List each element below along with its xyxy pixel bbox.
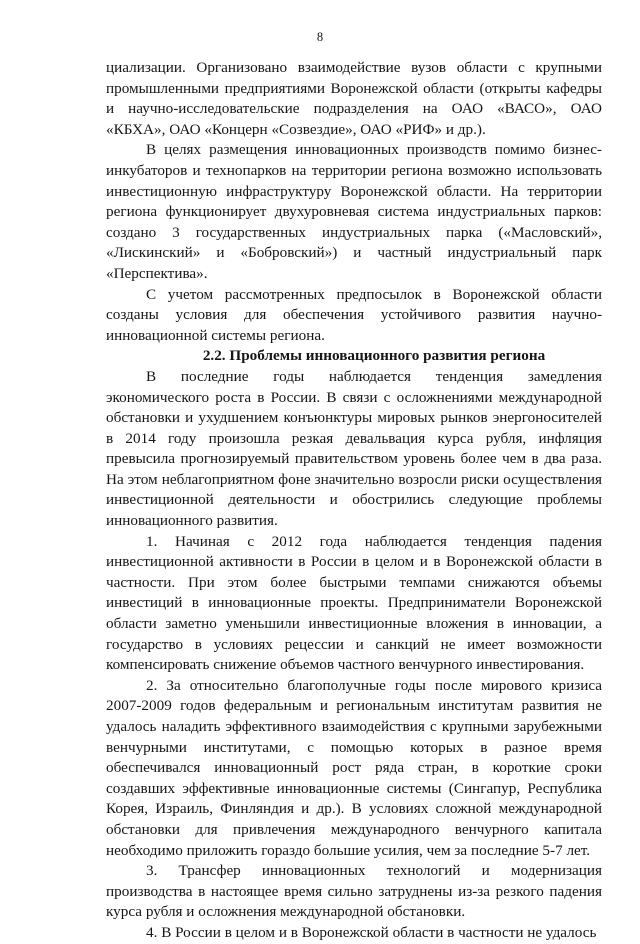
page-body bbox=[106, 58, 602, 944]
paragraph-continuation: циализации. Организовано взаимодействие вузов области с крупными промышленными предприятиями Воронежской области (открыты кафедры и научно-исследовательские подразделения на ОАО «ВАСО», ОАО «КБХА», ОАО «Концерн «Созвездие», ОАО «РИФ» и др.). bbox=[106, 59, 602, 138]
paragraph-conclusion: С учетом рассмотренных предпосылок в Воронежской области созданы условия для обеспечения устойчивого развития научно-инновационной системы региона. bbox=[106, 285, 602, 344]
list-item-4: 4. В России в целом и в Воронежской области в частности не удалось bbox=[146, 923, 597, 941]
paragraph-intro: В последние годы наблюдается тенденция замедления экономического роста в России. В связи с осложнениями международной обстановки и ухудшением конъюнктуры мировых рынков энергоносителей в 2014 году произошла резкая девальвация курса рубля, инфляция превысила прогнозируемый правительством уровень более чем в два раза. На этом неблагоприятном фоне значительно возросли риски осуществления инвестиционной деятельности и обострились следующие проблемы инновационного развития. bbox=[106, 367, 602, 530]
section-heading: 2.2. Проблемы инновационного развития региона bbox=[202, 347, 546, 365]
list-item-1: 1. Начиная с 2012 года наблюдается тенденция падения инвестиционной активности в России в целом и в Воронежской области в частности. При этом более быстрыми темпами снижаются объемы инвестиций в инновационные проекты. Предприниматели Воронежской области заметно уменьшили инвестиционные вложения в инновации, а государство в условиях рецессии и санкций не имеет возможности компенсировать снижение объемов частного венчурного инвестирования. bbox=[106, 532, 602, 674]
paragraph-infrastructure: В целях размещения инновационных производств помимо бизнес-инкубаторов и технопарков на территории региона возможно использовать инвестиционную инфраструктуру Воронежской области. На территории региона функционирует двухуровневая система индустриальных парков: создано 3 государственных индустриальных парка («Масловский», «Лискинский» и «Бобровский») и частный индустриальный парк «Перспектива». bbox=[106, 141, 602, 282]
list-item-2: 2. За относительно благополучные годы после мирового кризиса 2007-2009 годов федеральным и региональным институтам развития не удалось наладить эффективного взаимодействия с крупными зарубежными венчурными институтами, с помощью которых в разное время обеспечивался инновационный рост ряда стран, в короткие сроки создавших эффективные инновационные системы (Сингапур, Республика Корея, Израиль, Финляндия и др.). В условиях сложной международной обстановки для привлечения международного венчурного капитала необходимо приложить гораздо большие усилия, чем за последние 5-7 лет. bbox=[106, 676, 602, 859]
page-number: 8 bbox=[316, 30, 324, 44]
list-item-3: 3. Трансфер инновационных технологий и модернизация производства в настоящее время сильно затруднены из-за резкого падения курса рубля и осложнения международной обстановки. bbox=[106, 862, 602, 921]
